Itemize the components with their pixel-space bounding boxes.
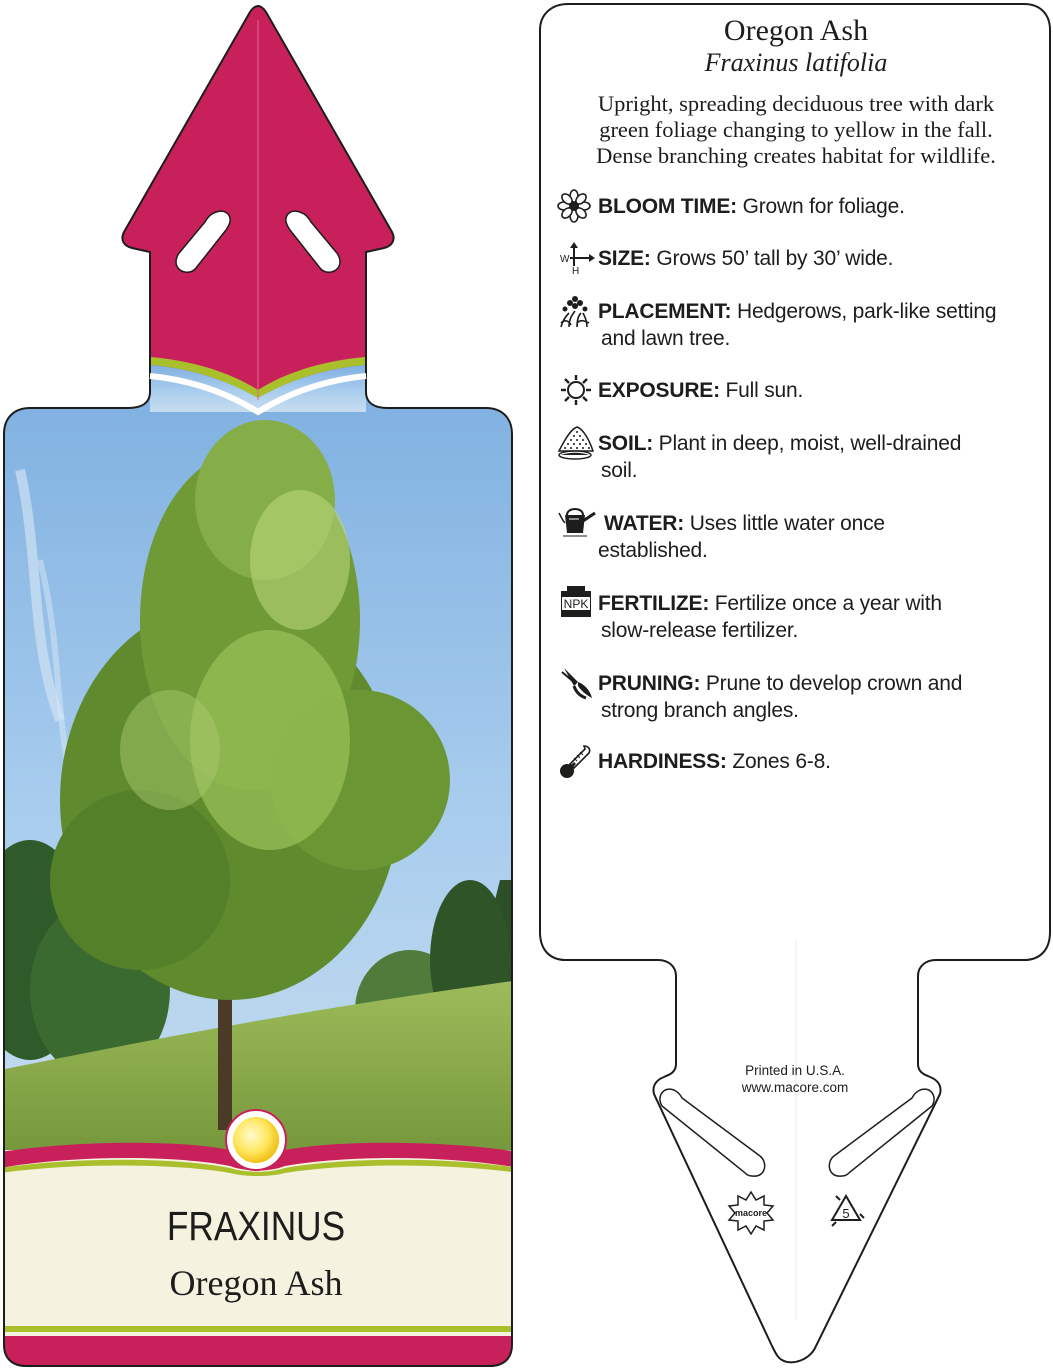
attr-bloom-time: [598, 193, 1038, 220]
back-latin-name: Fraxinus latifolia: [704, 48, 888, 77]
pruners-icon: [560, 666, 594, 700]
attr-exposure: [598, 377, 1038, 404]
attr-label: SIZE:: [598, 247, 651, 270]
attr-value: Zones 6-8.: [732, 750, 831, 773]
watering-can-icon: [557, 503, 597, 539]
plants-icon: [557, 293, 593, 329]
front-sun-badge: [226, 1110, 286, 1170]
front-bottom-green-band: [0, 1326, 520, 1332]
attr-label: EXPOSURE:: [598, 379, 720, 402]
front-bottom-pink-band: [0, 1336, 520, 1369]
fertilizer-can-icon: [559, 585, 593, 619]
attr-label: PLACEMENT:: [598, 300, 732, 323]
flower-icon: [557, 189, 591, 223]
attr-value: Prune to develop crown and: [705, 672, 963, 695]
attr-label: PRUNING:: [598, 672, 701, 695]
attr-value: Plant in deep, moist, well-drained: [658, 432, 962, 455]
attr-value-line2: slow-release fertilizer.: [601, 619, 799, 642]
attr-value: Grown for foliage.: [742, 195, 905, 218]
attr-label: SOIL:: [598, 432, 653, 455]
soil-mound-icon: [557, 425, 595, 461]
size-icon-h: H: [572, 266, 580, 274]
fertilizer-icon-text: NPK: [563, 597, 589, 611]
attr-value-line2: soil.: [601, 459, 638, 482]
front-genus-name: FRAXINUS: [166, 1203, 346, 1249]
website-text: www.macore.com: [741, 1080, 849, 1095]
recycle-number: 5: [842, 1206, 850, 1221]
description-line: green foliage changing to yellow in the fall.: [599, 117, 993, 142]
attr-value: Fertilize once a year with: [714, 592, 942, 615]
description-line: Dense branching creates habitat for wildlife.: [596, 143, 996, 168]
attr-value-line2: strong branch angles.: [601, 699, 799, 722]
front-common-name: Oregon Ash: [169, 1263, 343, 1303]
attr-fertilize: [598, 590, 1038, 644]
attr-value-line2: and lawn tree.: [601, 327, 731, 350]
attr-value: Hedgerows, park-like setting: [736, 300, 997, 323]
attr-placement: [598, 298, 1038, 352]
attr-size: [598, 245, 1038, 272]
back-description: [560, 91, 1032, 169]
attr-label: WATER:: [604, 512, 685, 535]
attr-value-line2: established.: [598, 539, 708, 562]
printer-info: [700, 1062, 890, 1096]
attr-pruning: [598, 670, 1038, 724]
attr-value: Uses little water once: [689, 512, 885, 535]
macore-logo-text: macore: [734, 1208, 768, 1218]
attr-water: [598, 510, 1044, 564]
attr-label: FERTILIZE:: [598, 592, 710, 615]
thermometer-icon: [558, 744, 594, 780]
attr-value: Full sun.: [725, 379, 804, 402]
size-icon-w: W: [560, 254, 570, 265]
attr-hardiness: [598, 748, 1038, 775]
description-line: Upright, spreading deciduous tree with dark: [597, 91, 995, 116]
attr-value: Grows 50’ tall by 30’ wide.: [656, 247, 894, 270]
printed-in-text: Printed in U.S.A.: [745, 1063, 845, 1078]
size-arrows-icon: [560, 242, 596, 274]
attr-soil: [598, 430, 1038, 484]
attr-label: HARDINESS:: [598, 750, 727, 773]
attr-label: BLOOM TIME:: [598, 195, 737, 218]
back-common-name: Oregon Ash: [723, 14, 869, 47]
sun-icon: [560, 374, 592, 406]
